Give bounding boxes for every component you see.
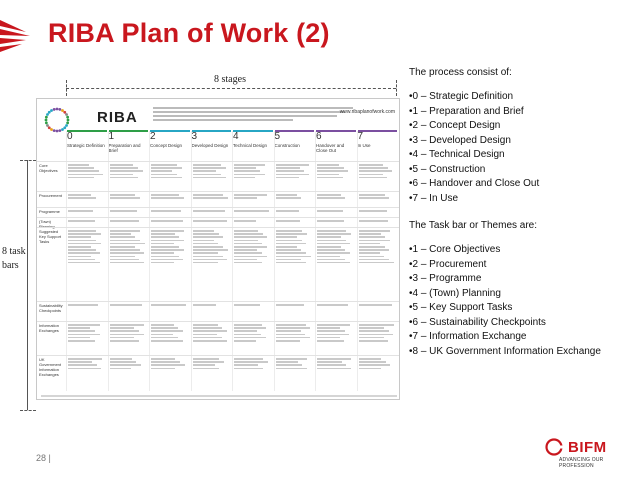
cell-text [68,210,104,213]
cell-text [68,194,104,200]
row-label: UK Government Information Exchanges [39,357,62,377]
task-bars-top-tick [20,160,36,161]
cell-text [110,194,146,200]
cell-text [193,324,229,343]
process-item: •0 – Strategic Definition [409,91,514,102]
cell-text [110,164,146,180]
task-bars-label-line1: 8 task [2,246,26,257]
cell-text [276,230,312,265]
cell-text [234,358,270,371]
process-item: •7 – In Use [409,192,459,204]
row-separator [37,161,400,162]
cell-text [68,324,104,343]
cell-text [68,230,104,265]
row-separator [37,217,400,218]
cell-text [151,230,187,265]
row-label: Core Objectives [39,163,58,173]
bifm-logo-text: BIFM [568,438,607,456]
process-item: •1 – Preparation and Brief [409,105,524,117]
cell-text [276,304,312,307]
task-item: •2 – Procurement [409,258,487,270]
stage-number: 1 [108,131,115,142]
cell-text [110,304,146,307]
arrow-chevrons-icon [0,14,36,58]
stage-name: Preparation and Brief [108,143,141,153]
cell-text [359,304,395,307]
column-separator [274,131,275,391]
row-separator [37,191,400,192]
stage-number: 0 [67,131,73,142]
stage-name: In Use [357,143,371,148]
bifm-logo [545,438,635,469]
cell-text [110,230,146,265]
cell-text [359,194,395,200]
stages-left-tick [66,80,67,96]
process-heading: The process consist of: [409,67,512,78]
stage-number: 5 [274,131,281,142]
task-heading: The Task bar or Themes are: [409,220,538,231]
task-item: •4 – (Town) Planning [409,287,501,299]
stage-name: Technical Design [233,143,268,148]
stage-name: Concept Design [150,143,183,148]
cell-text [276,358,312,371]
column-separator [108,131,109,391]
stage-header [275,131,315,159]
cell-text [276,194,312,200]
cell-text [317,164,353,180]
stage-name: Developed Design [191,143,229,148]
stage-header [358,131,398,159]
cell-text [110,358,146,371]
cell-text [317,210,353,213]
stage-number: 2 [150,131,156,142]
cell-text [234,230,270,265]
row-separator [37,227,400,228]
cell-text [193,358,229,371]
cell-text [359,358,395,371]
task-item: •6 – Sustainability Checkpoints [409,316,546,328]
stage-header [67,131,107,159]
row-separator [37,207,400,208]
stages-right-tick [396,80,397,96]
stage-header [109,131,149,159]
task-item: •5 – Key Support Tasks [409,302,513,313]
cell-text [317,324,353,343]
task-item: •8 – UK Government Information Exchange [409,345,601,357]
cell-text [151,164,187,180]
task-bars-bottom-tick [20,410,36,411]
task-bars-span-line [27,160,28,410]
riba-url: www.ribaplanofwork.com [339,109,395,115]
cell-text [359,210,395,213]
stage-number: 4 [233,131,239,142]
stage-header [150,131,190,159]
task-list [409,243,635,359]
cell-text [68,358,104,371]
cell-text [317,230,353,265]
row-label: (Town) Planning [39,219,55,229]
cell-text [193,164,229,180]
cell-text [317,304,353,307]
cell-text [234,194,270,200]
riba-plan-of-work-image [36,98,400,400]
cell-text [193,230,229,265]
process-item: •2 – Concept Design [409,120,501,131]
cell-text [68,304,104,307]
cell-text [276,210,312,213]
stage-number: 6 [316,131,322,142]
task-bars-label-line2: bars [2,260,19,271]
cell-text [151,194,187,200]
cell-text [110,210,146,213]
cell-text [317,220,353,223]
cell-text [359,220,395,223]
cell-text [359,230,395,265]
column-separator [232,131,233,391]
cell-text [234,210,270,213]
process-item: •6 – Handover and Close Out [409,178,540,189]
row-label: Procurement [39,193,62,198]
cell-text [276,220,312,223]
row-label: Sustainability Checkpoints [39,303,63,313]
process-item: •3 – Developed Design [409,134,511,146]
slide-title: RIBA Plan of Work (2) [48,18,330,48]
cell-text [317,194,353,200]
cell-text [151,220,187,223]
cell-text [110,220,146,223]
row-separator [37,355,400,356]
cell-text [234,164,270,180]
cell-text [317,358,353,371]
cell-text [151,210,187,213]
column-separator [191,131,192,391]
stage-header [316,131,356,159]
cell-text [234,324,270,343]
cell-text [193,194,229,200]
cell-text [276,324,312,343]
task-bars-label [2,245,26,273]
stage-header [233,131,273,159]
cell-text [276,164,312,180]
row-label: Programme [39,209,60,214]
cell-text [68,164,104,180]
bifm-mark-icon [545,438,565,456]
task-item: •1 – Core Objectives [409,244,501,255]
column-separator [66,131,67,391]
row-label: Suggested Key Support Tasks [39,229,62,244]
stage-number: 7 [357,131,364,142]
row-separator [37,321,400,322]
riba-logo-text: RIBA [97,109,138,126]
cell-text [151,358,187,371]
stage-number: 3 [191,131,198,142]
description-panel [409,66,635,359]
stage-name: Construction [274,143,300,148]
cell-text [234,304,270,307]
process-item: •4 – Technical Design [409,149,505,160]
row-separator [37,301,400,302]
task-item: •7 – Information Exchange [409,331,527,342]
cell-text [234,220,270,223]
stage-name: Strategic Definition [67,143,105,148]
stages-label: 8 stages [214,74,246,85]
cell-text [110,324,146,343]
cell-text [359,324,395,343]
column-separator [149,131,150,391]
footer-note-line [41,395,397,397]
page-number: 28 | [36,453,51,463]
process-list [409,90,635,206]
intro-text-block [153,107,353,123]
stage-header [192,131,232,159]
cell-text [359,164,395,180]
column-separator [357,131,358,391]
cell-text [68,220,104,223]
stages-span-line [66,88,396,89]
column-separator [315,131,316,391]
stage-name: Handover and Close Out [316,143,345,153]
cell-text [193,220,229,223]
process-item: •5 – Construction [409,163,486,175]
cell-text [151,304,187,307]
bifm-tagline: ADVANCING OUR PROFESSION [559,457,604,469]
row-label: Information Exchanges [39,323,60,333]
task-item: •3 – Programme [409,273,482,284]
cell-text [193,304,229,307]
cell-text [193,210,229,213]
cell-text [151,324,187,343]
